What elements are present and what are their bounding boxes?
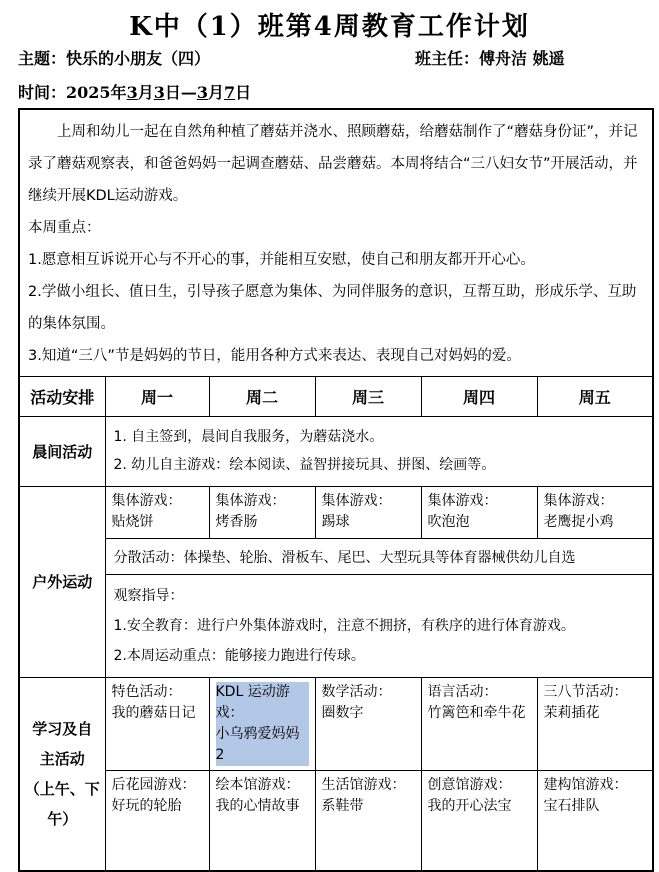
activity-name: 系鞋带: [321, 798, 364, 814]
day-monday: 周一: [105, 377, 209, 417]
focus-item-1: 1.愿意相互诉说开心与不开心的事，并能相互安慰，使自己和朋友都开开心心。: [28, 252, 535, 268]
scattered-activities: 分散活动：体操垫、轮胎、滑板车、尾巴、大型玩具等体育器械供幼儿自选: [105, 539, 653, 575]
morning-item-2: 2. 幼儿自主游戏：绘本阅读、益智拼接玩具、拼图、绘画等。: [113, 457, 496, 473]
morning-label: 晨间活动: [19, 417, 105, 487]
outdoor-game-mon: [105, 487, 209, 539]
game-name: 老鹰捉小鸡: [543, 514, 614, 530]
activity-name: 小乌鸦爱妈妈 2: [215, 726, 300, 763]
intro-paragraph: 上周和幼儿一起在自然角种植了蘑菇并浇水、照顾蘑菇，给蘑菇制作了“蘑菇身份证”，并记录了蘑菇观察表，和爸爸妈妈一起调查蘑菇、品尝蘑菇。本周将结合“三八妇女节”开展活动，并继续开展KDL运动游戏。: [28, 124, 638, 204]
learning-label-2: 主活动: [39, 749, 85, 768]
game-name: 踢球: [321, 514, 350, 530]
start-month: 3: [126, 83, 138, 102]
teacher-label: 班主任：: [415, 49, 480, 68]
day-thursday: 周四: [421, 377, 537, 417]
end-month: 3: [196, 83, 209, 102]
day-friday: 周五: [537, 377, 653, 417]
activity-type: 建构馆游戏：: [543, 777, 628, 793]
game-name: 贴烧饼: [111, 514, 154, 530]
activity-type: 特色活动：: [111, 684, 182, 700]
learning-label: [19, 678, 105, 871]
activity-name: 好玩的轮胎: [111, 798, 182, 814]
focus-item-2: 2.学做小组长、值日生，引导孩子愿意为集体、为同伴服务的意识，互帮互助，形成乐学、互助的集体氛围。: [28, 284, 637, 332]
plan-table: [18, 108, 654, 872]
outdoor-game-thu: [421, 487, 537, 539]
outdoor-game-wed: [315, 487, 421, 539]
learning-label-4: 午）: [47, 809, 78, 828]
game-type: 集体游戏：: [215, 493, 286, 509]
game-type: 集体游戏：: [543, 493, 614, 509]
game-type: 集体游戏：: [321, 493, 392, 509]
activity-name: 我的心情故事: [215, 798, 300, 814]
game-name: 吹泡泡: [427, 514, 470, 530]
day-char: 日: [235, 83, 252, 102]
morning-item-1: 1. 自主签到，晨间自我服务，为蘑菇浇水。: [113, 429, 384, 445]
activity-type: 数学活动：: [321, 684, 392, 700]
observation-guide: [105, 575, 653, 678]
activity-name: 茉莉插花: [543, 705, 600, 721]
start-day: 3: [153, 83, 165, 102]
learning-wed-am: [315, 678, 421, 771]
activity-type: 语言活动：: [427, 684, 498, 700]
day-dash: 日—: [164, 83, 197, 102]
focus-item-3: 3.知道“三八”节是妈妈的节日，能用各种方式来表达、表现自己对妈妈的爱。: [28, 348, 521, 364]
observe-item-1: 1.安全教育：进行户外集体游戏时，注意不拥挤，有秩序的进行体育游戏。: [113, 618, 575, 634]
page-title: K中（1）班第4周教育工作计划: [129, 12, 530, 42]
learning-tue-am: [209, 678, 315, 771]
game-type: 集体游戏：: [111, 493, 182, 509]
time-row: [18, 80, 251, 103]
outdoor-game-fri: [537, 487, 653, 539]
learning-mon-pm: [105, 771, 209, 871]
theme-row: [18, 46, 638, 69]
outdoor-game-tue: [209, 487, 315, 539]
teacher-names: 傅舟洁 姚遥: [479, 49, 565, 68]
intro-section: [19, 109, 653, 377]
theme-value: 快乐的小朋友（四）: [66, 49, 211, 68]
activity-name: 宝石排队: [543, 798, 600, 814]
end-day: 7: [224, 83, 236, 102]
activity-name: 我的开心法宝: [427, 798, 512, 814]
game-name: 烤香肠: [215, 514, 258, 530]
observe-heading: 观察指导：: [113, 588, 184, 604]
learning-thu-pm: [421, 771, 537, 871]
learning-label-1: 学习及自: [32, 719, 93, 738]
schedule-label: 活动安排: [19, 377, 105, 417]
learning-fri-am: [537, 678, 653, 771]
theme-label: 主题：: [18, 49, 67, 68]
activity-name: 竹篱笆和牵牛花: [427, 705, 526, 721]
day-wednesday: 周三: [315, 377, 421, 417]
focus-heading: 本周重点：: [28, 220, 101, 236]
activity-type: 后花园游戏：: [111, 777, 196, 793]
time-label: 时间：: [18, 83, 67, 102]
learning-thu-am: [421, 678, 537, 771]
activity-type: 生活馆游戏：: [321, 777, 406, 793]
year: 2025年: [66, 83, 127, 102]
outdoor-label: 户外运动: [19, 487, 105, 678]
learning-tue-pm: [209, 771, 315, 871]
game-type: 集体游戏：: [427, 493, 498, 509]
teacher-info: [415, 46, 565, 69]
activity-name: 我的蘑菇日记: [111, 705, 196, 721]
morning-content: [105, 417, 653, 487]
activity-type: 创意馆游戏：: [427, 777, 512, 793]
learning-fri-pm: [537, 771, 653, 871]
month-char-2: 月: [208, 83, 225, 102]
day-tuesday: 周二: [209, 377, 315, 417]
activity-type: 三八节活动：: [543, 684, 628, 700]
observe-item-2: 2.本周运动重点：能够接力跑进行传球。: [113, 648, 365, 664]
learning-wed-pm: [315, 771, 421, 871]
activity-name: 圈数字: [321, 705, 364, 721]
activity-type: 绘本馆游戏：: [215, 777, 300, 793]
kdl-highlight: [216, 682, 309, 766]
learning-mon-am: [105, 678, 209, 771]
month-char: 月: [137, 83, 154, 102]
activity-type: KDL 运动游戏：: [215, 684, 290, 721]
learning-label-3: （上午、下: [24, 779, 100, 798]
